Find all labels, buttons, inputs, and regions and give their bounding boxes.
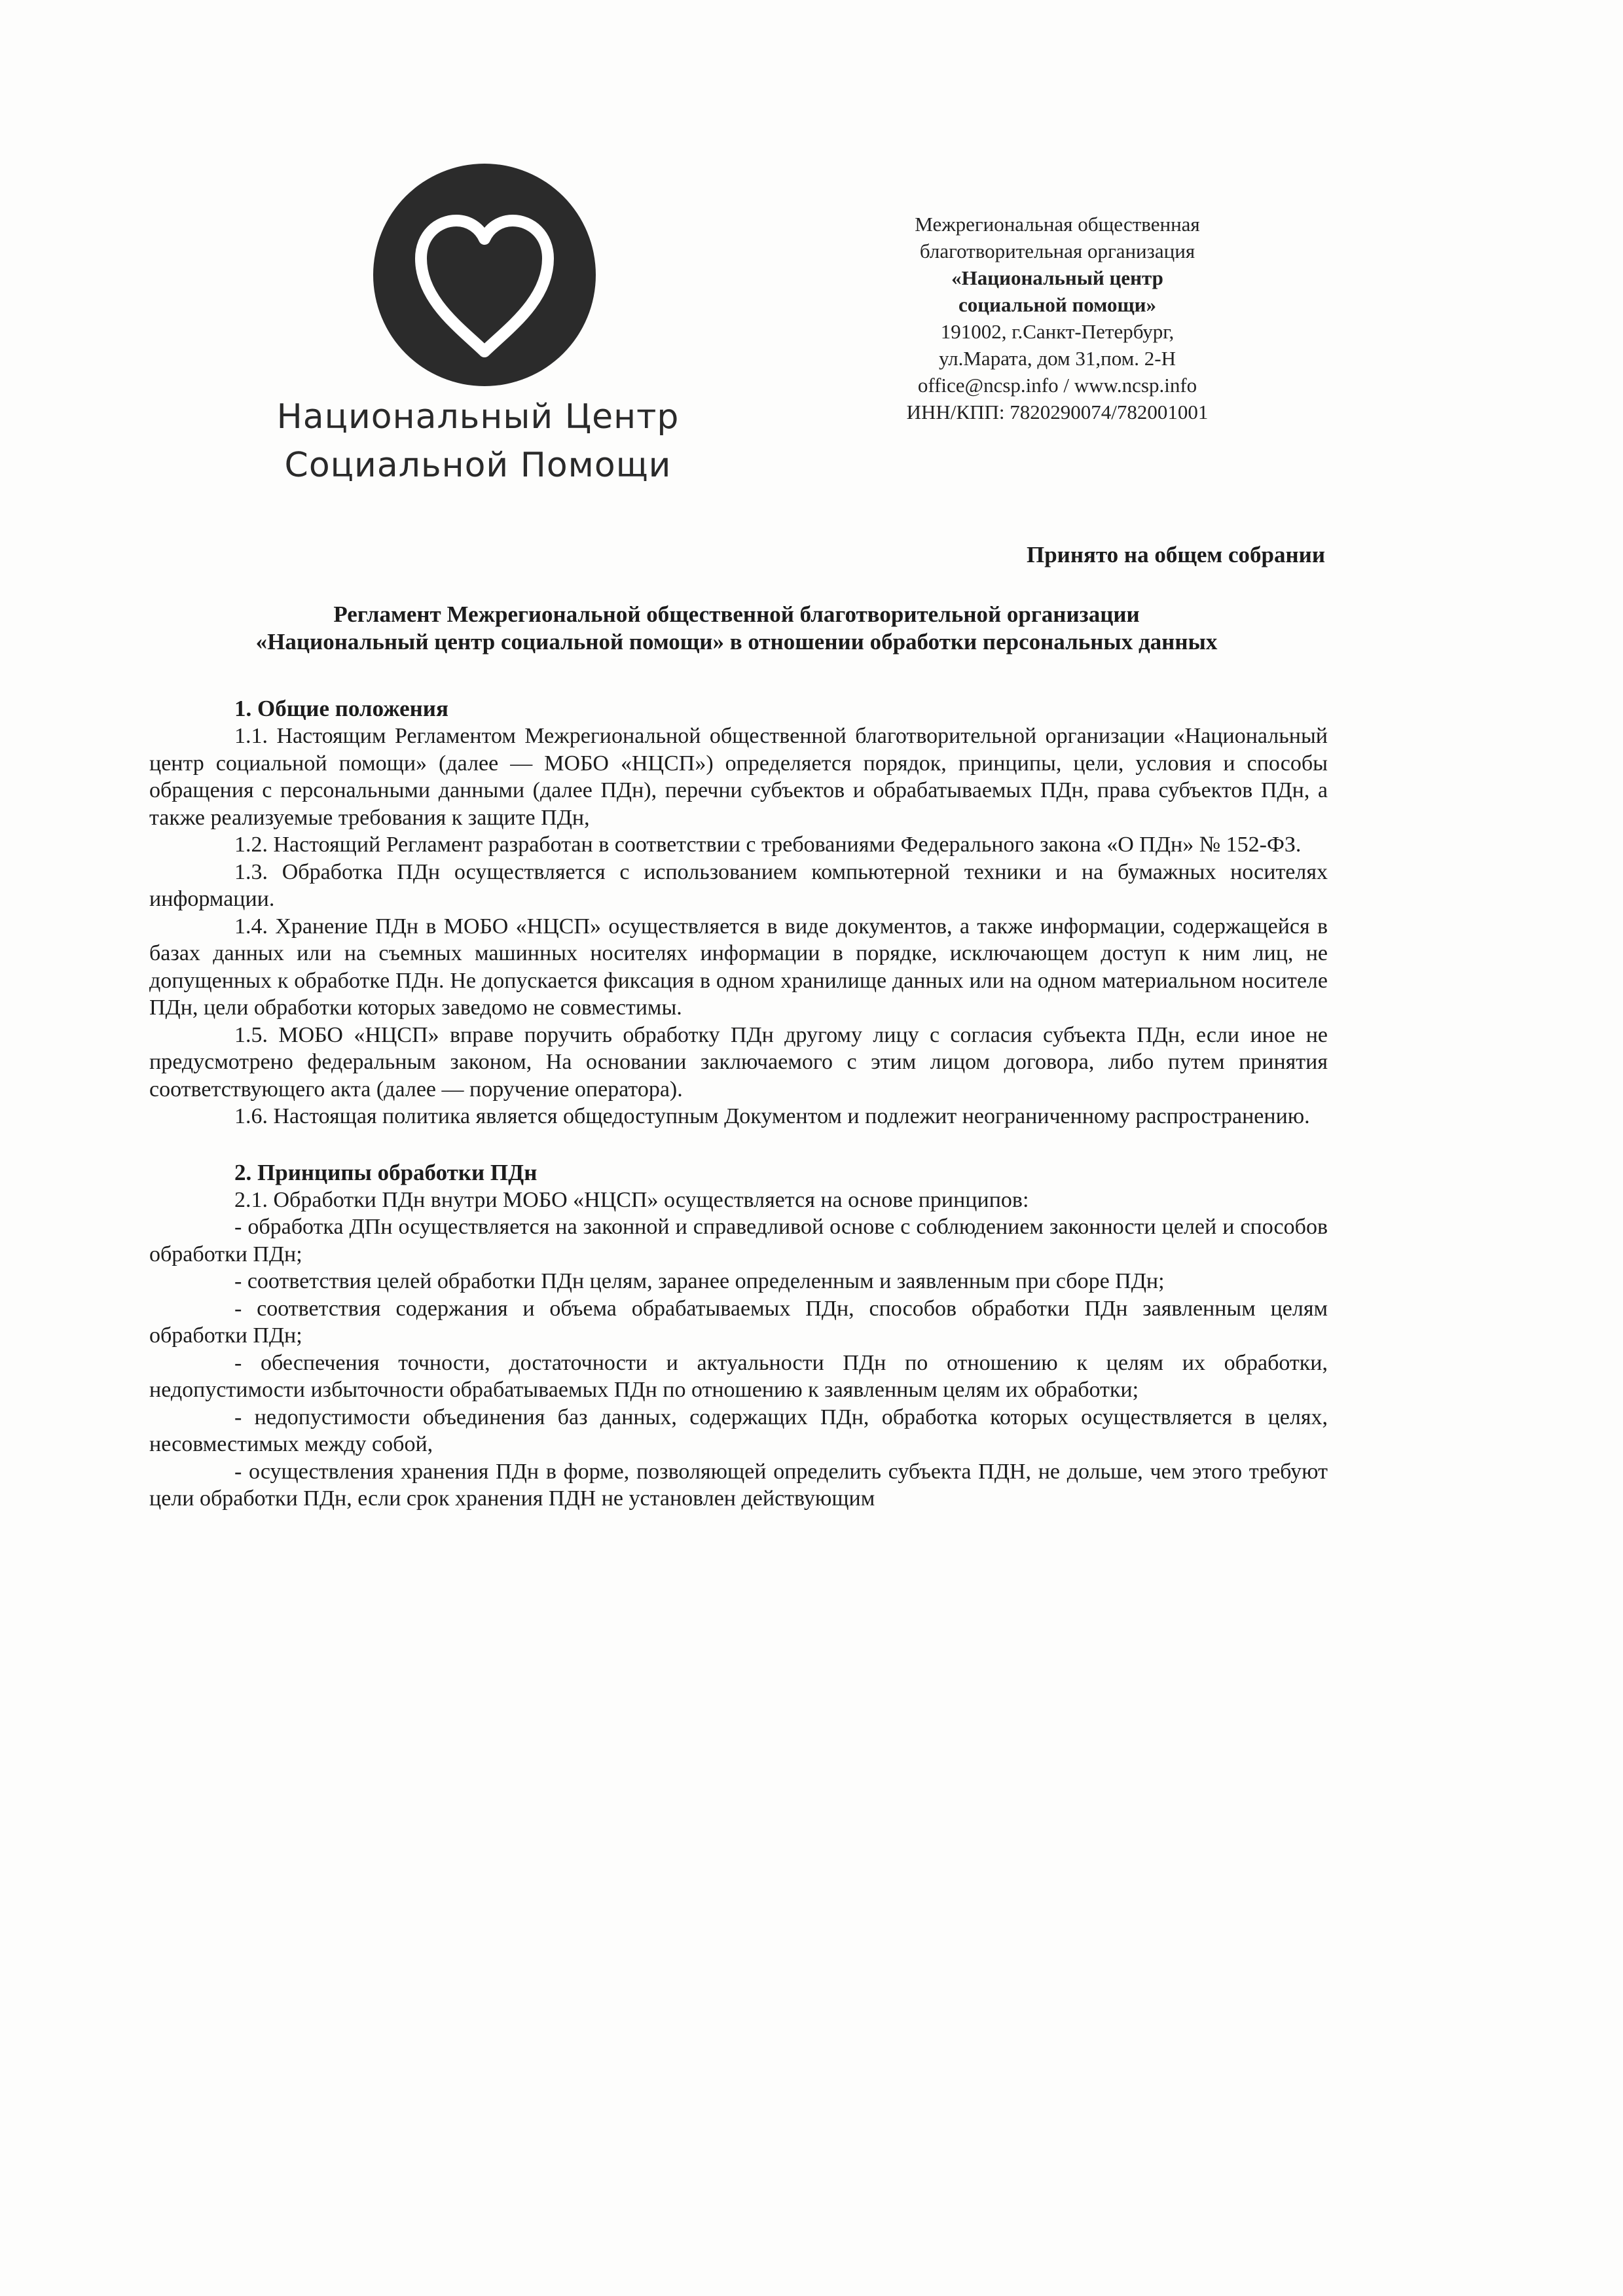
paragraph-2-2: - обработка ДПн осуществляется на законной и справедливой основе с соблюдением законности целей и способов обработки ПДн; (149, 1215, 1328, 1266)
section-gap (149, 1130, 1328, 1159)
paragraph-2-1: 2.1. Обработки ПДн внутри МОБО «НЦСП» осуществляется на основе принципов: (234, 1187, 1029, 1212)
logo-line-1: Национальный Центр (276, 397, 680, 437)
org-inn: ИНН/КПП: 7820290074/782001001 (906, 401, 1209, 423)
org-line-1: Межрегиональная общественная (915, 213, 1200, 236)
title-line-2: «Национальный центр социальной помощи» в отношении обработки персональных данных (255, 629, 1218, 655)
org-contacts: office@ncsp.info / www.ncsp.info (917, 374, 1197, 397)
paragraph-1-3: 1.3. Обработка ПДн осуществляется с использованием компьютерной техники и на бумажных носителях информации. (149, 859, 1328, 911)
document-body (149, 695, 1328, 1513)
paragraph-2-5: - обеспечения точности, достаточности и актуальности ПДн по отношению к целям их обработки, недопустимости избыточности обрабатываемых ПДн по отношению к заявленным целям их обработки; (149, 1350, 1328, 1402)
paragraph-2-7: - осуществления хранения ПДн в форме, позволяющей определить субъекта ПДН, не дольше, чем этого требуют цели обработки ПДн, если срок хранения ПДН не установлен действующим (149, 1459, 1328, 1511)
logo-line-2: Социальной Помощи (284, 446, 672, 485)
paragraph-1-1: 1.1. Настоящим Регламентом Межрегиональной общественной благотворительной организации «Национальный центр социальной помощи» (далее — МОБО «НЦСП») определяется порядок, принципы, цели, условия и способы обращения с персональными данными (далее ПДн), перечни субъектов и обрабатываемых ПДн, права субъектов ПДн, а также реализуемые требования к защите ПДн, (149, 724, 1328, 830)
paragraph-1-6: 1.6. Настоящая политика является общедоступным Документом и подлежит неограниченному распространению. (234, 1104, 1310, 1128)
adopted-note: Принято на общем собрании (1026, 542, 1325, 567)
title-line-1: Регламент Межрегиональной общественной благотворительной организации (333, 601, 1140, 627)
org-address-2: ул.Марата, дом 31,пом. 2-Н (939, 347, 1176, 370)
paragraph-1-2: 1.2. Настоящий Регламент разработан в соответствии с требованиями Федерального закона «О ПДн» № 152-ФЗ. (234, 833, 1302, 857)
paragraph-1-5: 1.5. МОБО «НЦСП» вправе поручить обработку ПДн другому лицу с согласия субъекта ПДн, если иное не предусмотрено федеральным законом, На основании заключаемого с этим лицом договора, либо путем принятия соответствующего акта (далее — поручение оператора). (149, 1022, 1328, 1102)
paragraph-2-6: - недопустимости объединения баз данных, содержащих ПДн, обработка которых осуществляется в целях, несовместимых между собой, (149, 1405, 1328, 1456)
org-address-1: 191002, г.Санкт-Петербург, (940, 320, 1175, 343)
logo-text (275, 393, 681, 490)
section-2-heading: 2. Принципы обработки ПДн (234, 1159, 538, 1185)
paragraph-1-4: 1.4. Хранение ПДн в МОБО «НЦСП» осуществляется в виде документов, а также информации, содержащейся в базах данных или на съемных машинных носителях информации в порядке, исключающем доступ к ним лиц, не допущенных к обработке ПДн. Не допускается фиксация в одном хранилище данных или на одном материальном носителе ПДн, цели обработки которых заведомо не совместимы. (149, 914, 1328, 1020)
paragraph-2-3: - соответствия целей обработки ПДн целям, заранее определенным и заявленным при сборе ПДн; (234, 1269, 1165, 1293)
org-name-2: социальной помощи» (958, 293, 1157, 316)
org-line-2: благотворительная организация (919, 240, 1195, 262)
organization-header (815, 211, 1300, 425)
document-title (147, 601, 1326, 656)
section-1-heading: 1. Общие положения (234, 696, 448, 721)
org-name-1: «Национальный центр (951, 266, 1163, 289)
heart-icon (363, 160, 606, 389)
paragraph-2-4: - соответствия содержания и объема обрабатываемых ПДн, способов обработки ПДн заявленным целям обработки ПДн; (149, 1296, 1328, 1348)
